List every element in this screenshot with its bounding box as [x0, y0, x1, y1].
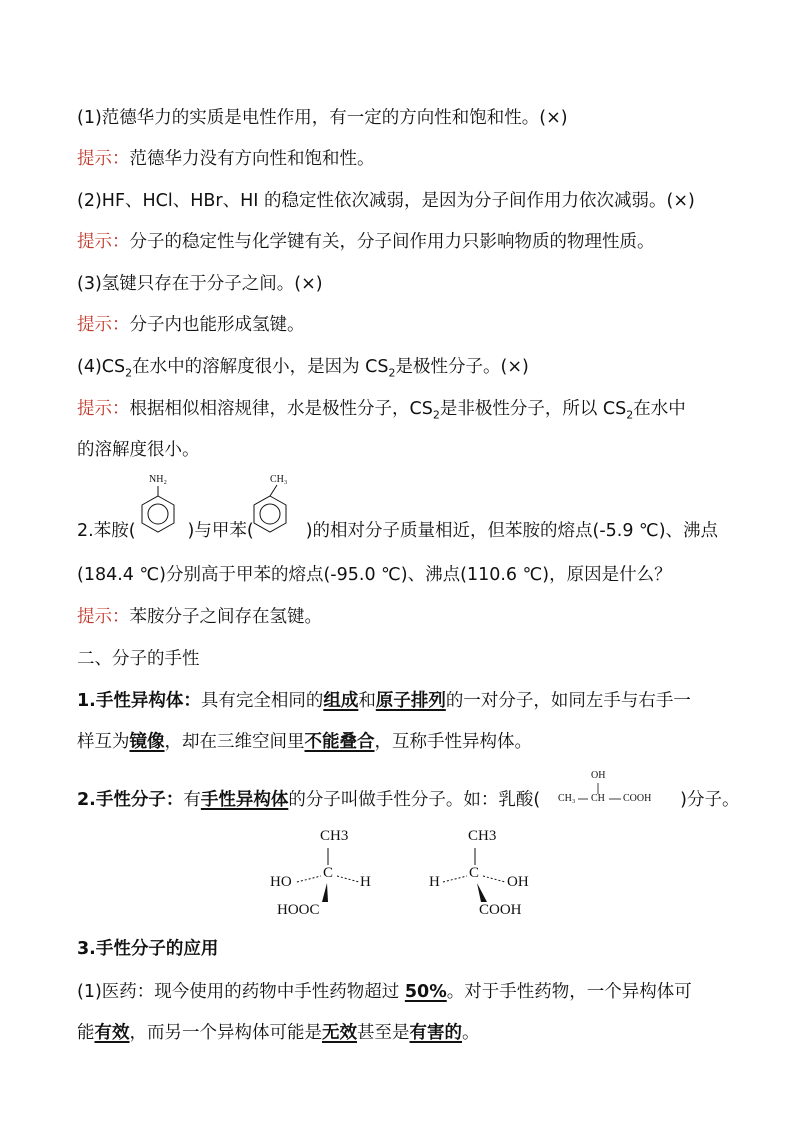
statement-text: 范德华力的实质是电性作用，有一定的方向性和饱和性。 [101, 108, 540, 128]
hint-text: 是非极性分子，所以 CS [439, 399, 627, 419]
methyl-label: CH3 [320, 828, 349, 844]
fill-in-answer: 手性异构体 [200, 790, 289, 810]
paragraph-text: 的分子叫做手性分子。如：乳酸( [288, 790, 541, 810]
hint-label: 提示： [77, 399, 130, 419]
fill-in-answer: 50% [404, 982, 447, 1002]
paragraph-text: 和 [358, 691, 376, 711]
judgement-mark: (×) [539, 108, 568, 128]
paragraph-text: 的一对分子，如同左手与右手一 [445, 691, 691, 711]
hint-text: 分子的稳定性与化学键有关，分子间作用力只影响物质的物理性质。 [129, 232, 655, 252]
methyl-label: CH₃ [558, 793, 576, 804]
formula-cs: CS [101, 357, 126, 377]
fill-in-answer: 无效 [322, 1023, 357, 1043]
statement-text: 是极性分子。 [395, 357, 501, 377]
wedge-bonds-icon [425, 828, 545, 923]
statement-text: HF、HCl、HBr、HI 的稳定性依次减弱，是因为分子间作用力依次减弱。 [101, 191, 667, 211]
statement-3 [77, 272, 323, 296]
fill-in-answer: 有害的 [409, 1023, 462, 1043]
fill-in-answer: 不能叠合 [304, 732, 375, 752]
term-title: 3.手性分子的应用 [77, 939, 219, 959]
hint-3 [77, 313, 305, 337]
hint-text: 的溶解度很小。 [77, 440, 200, 460]
question-number: 2.苯胺( [77, 521, 136, 541]
hint-text: 分子内也能形成氢键。 [129, 315, 305, 335]
statement-2 [77, 189, 695, 213]
carboxyl-label: HOOC [277, 902, 320, 918]
hint-label: 提示： [77, 232, 130, 252]
hint-1 [77, 147, 375, 171]
hydrogen-label: H [360, 874, 371, 890]
statement-text: 氢键只存在于分子之间。 [101, 274, 295, 294]
subscript: 2 [125, 366, 133, 380]
fill-in-answer: 有效 [94, 1023, 130, 1043]
hint-text: 苯胺分子之间存在氢键。 [129, 607, 322, 627]
subscript: 2 [432, 408, 440, 422]
paragraph-medicine [77, 980, 692, 1004]
fill-in-answer: 镜像 [129, 732, 165, 752]
ch-label: CH [591, 793, 605, 804]
paragraph-text: 有 [183, 790, 201, 810]
hint-2 [77, 230, 655, 254]
subscript: 2 [388, 366, 396, 380]
judgement-mark: (×) [666, 191, 695, 211]
benzene-ring-icon [132, 474, 186, 546]
hint-4-cont [77, 438, 200, 462]
benzene-ring-icon [244, 474, 298, 546]
hint-text: 范德华力没有方向性和饱和性。 [129, 149, 375, 169]
paragraph-chiral-isomer [77, 689, 691, 713]
hydroxyl-label: OH [591, 770, 606, 781]
subscript: 2 [626, 408, 634, 422]
lactic-acid-formula [556, 770, 696, 810]
paragraph-chiral-isomer-cont [77, 730, 532, 754]
hint-text: 根据相似相溶规律，水是极性分子，CS [129, 399, 433, 419]
chiral-carbon-label: C [469, 865, 480, 881]
hint-q2 [77, 605, 322, 629]
statement-number: (1) [77, 108, 102, 128]
hint-text: 在水中 [633, 399, 686, 419]
paragraph-text: 具有完全相同的 [200, 691, 324, 711]
question-text: )的相对分子质量相近，但苯胺的熔点(-5.9 ℃)、沸点 [305, 521, 719, 541]
lactic-acid-enantiomer-2 [425, 828, 545, 923]
statement-number: (2) [77, 191, 102, 211]
hint-label: 提示： [77, 315, 130, 335]
fill-in-answer: 原子排列 [375, 691, 446, 711]
carboxyl-label: COOH [479, 902, 522, 918]
hydroxyl-label: OH [507, 874, 529, 890]
statement-number: (3) [77, 274, 102, 294]
paragraph-text: (1)医药：现今使用的药物中手性药物超过 [77, 982, 405, 1002]
term-title: 1.手性异构体： [77, 691, 201, 711]
paragraph-text: 甚至是 [357, 1023, 410, 1043]
hint-label: 提示： [77, 149, 130, 169]
toluene-structure [244, 474, 298, 546]
paragraph-text: 样互为 [77, 732, 130, 752]
lactic-acid-enantiomer-1 [265, 828, 385, 923]
term-title: 2.手性分子： [77, 790, 184, 810]
methyl-group-label: CH₃ [270, 474, 288, 485]
paragraph-text: ，而另一个异构体可能是 [129, 1023, 322, 1043]
question-text: )与甲苯( [187, 521, 254, 541]
question-2-line2 [77, 563, 672, 587]
judgement-mark: (×) [500, 357, 529, 377]
methyl-label: CH3 [468, 828, 497, 844]
hint-4 [77, 397, 686, 428]
fill-in-answer: 组成 [323, 691, 359, 711]
paragraph-text: 能 [77, 1023, 95, 1043]
statement-text: 在水中的溶解度很小，是因为 CS [132, 357, 389, 377]
paragraph-text: )分子。 [680, 790, 740, 810]
paragraph-medicine-cont [77, 1021, 480, 1045]
section-title: 二、分子的手性 [77, 649, 200, 669]
paragraph-text: ，却在三维空间里 [164, 732, 305, 752]
chiral-carbon-label: C [323, 865, 334, 881]
amino-group-label: NH₂ [149, 474, 167, 485]
paragraph-text: ，互称手性异构体。 [374, 732, 532, 752]
statement-number: (4) [77, 357, 102, 377]
paragraph-text: 。对于手性药物，一个异构体可 [446, 982, 692, 1002]
question-text: (184.4 ℃)分别高于甲苯的熔点(-95.0 ℃)、沸点(110.6 ℃)，原因是什么？ [77, 565, 672, 585]
aniline-structure [132, 474, 186, 546]
statement-4 [77, 355, 529, 386]
statement-1 [77, 106, 568, 130]
hydroxyl-label: HO [270, 874, 292, 890]
hydrogen-label: H [429, 874, 440, 890]
hint-label: 提示： [77, 607, 130, 627]
section-subheading [77, 937, 218, 961]
wedge-bonds-icon [265, 828, 385, 923]
judgement-mark: (×) [294, 274, 323, 294]
section-heading [77, 647, 200, 671]
paragraph-text: 。 [462, 1023, 480, 1043]
carboxyl-label: COOH [623, 793, 652, 804]
bond-lines-icon [556, 770, 696, 810]
